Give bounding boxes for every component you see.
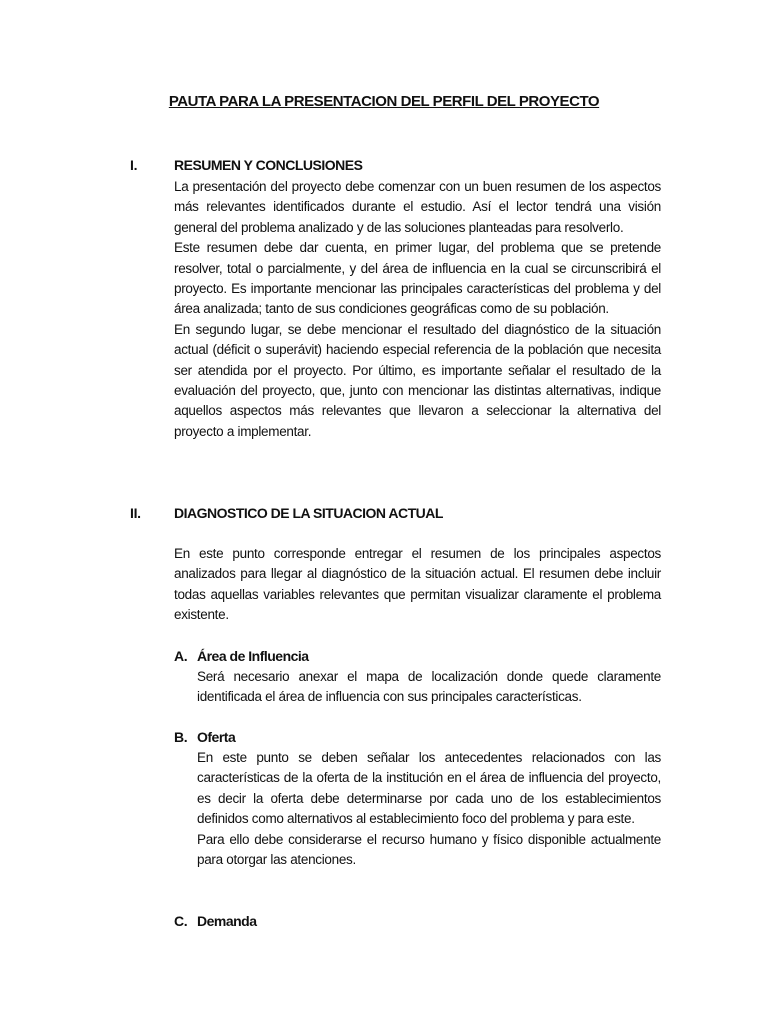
subsection-body bbox=[197, 667, 661, 708]
paragraph: En este punto corresponde entregar el resumen de los principales aspectos analizados para llegar al diagnóstico de la situación actual. El resumen debe incluir todas aquellas variables relevantes que permitan visualizar claramente el problema existente. bbox=[174, 546, 661, 623]
subsection-body bbox=[197, 748, 661, 870]
paragraph: En este punto se deben señalar los antecedentes relacionados con las características de la oferta de la institución en el área de influencia del proyecto, es decir la oferta debe determinarse por cada uno de los establecimientos definidos como alternativos al establecimiento foco del problema y para este. bbox=[197, 750, 661, 827]
paragraph: Este resumen debe dar cuenta, en primer lugar, del problema que se pretende resolver, total o parcialmente, y del área de influencia en la cual se circunscribirá el proyecto. Es importante mencionar las principales características del problema y del área analizada; tanto de sus condiciones geográficas como de su población. bbox=[174, 240, 661, 317]
section-body bbox=[174, 544, 661, 626]
subsection-title: Oferta bbox=[197, 729, 236, 745]
paragraph: La presentación del proyecto debe comenzar con un buen resumen de los aspectos más relevantes identificados durante el estudio. Así el lector tendrá una visión general del problema analizado y de las soluciones planteadas para resolverlo. bbox=[174, 179, 661, 235]
subsection-title: Demanda bbox=[197, 913, 257, 929]
section-body bbox=[174, 177, 661, 442]
paragraph: En segundo lugar, se debe mencionar el resultado del diagnóstico de la situación actual (déficit o superávit) haciendo especial referencia de la población que necesita ser atendida por el proyecto. Por último, es importante señalar el resultado de la evaluación del proyecto, que, junto con mencionar las distintas alternativas, indique aquellos aspectos más relevantes que llevaron a seleccionar la alternativa del proyecto a implementar. bbox=[174, 321, 661, 439]
section-number: I. bbox=[130, 157, 138, 173]
paragraph: Para ello debe considerarse el recurso humano y físico disponible actualmente para otorgar las atenciones. bbox=[197, 831, 661, 868]
section-title: DIAGNOSTICO DE LA SITUACION ACTUAL bbox=[174, 505, 443, 521]
subsection-letter: B. bbox=[174, 729, 188, 745]
document-title: PAUTA PARA LA PRESENTACION DEL PERFIL DEL PROYECTO bbox=[168, 93, 600, 110]
paragraph: Será necesario anexar el mapa de localización donde quede claramente identificada el área de influencia con sus principales características. bbox=[197, 669, 661, 705]
subsection-title: Área de Influencia bbox=[197, 648, 309, 664]
section-number: II. bbox=[130, 505, 141, 521]
section-title: RESUMEN Y CONCLUSIONES bbox=[174, 157, 363, 173]
subsection-letter: C. bbox=[174, 913, 188, 929]
subsection-letter: A. bbox=[174, 648, 188, 664]
